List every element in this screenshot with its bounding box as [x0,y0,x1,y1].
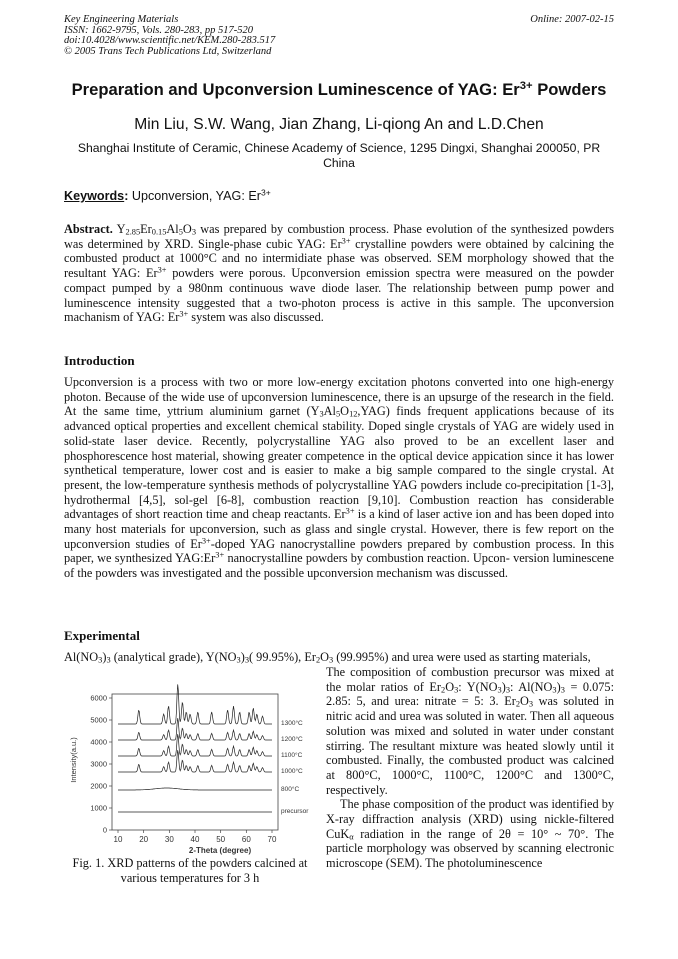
journal-copyright: © 2005 Trans Tech Publications Ltd, Switzerland [64,45,272,57]
trace-label: 1000°C [281,768,303,775]
experimental-paragraph-2: The phase composition of the product was identified by X-ray diffraction analysis (XRD) using nickle-filtered CuK$_\alpha$ radiation in the range of 2θ = 10° ~ 70°. The particle morphology was observed by scanning electronic microscope (SEM). The photoluminescence [326,797,614,871]
xrd-trace [118,718,272,740]
online-date: Online: 2007-02-15 [530,14,614,25]
xrd-trace [118,750,272,772]
plot-frame [112,694,278,830]
trace-label: 800°C [281,786,300,793]
experimental-heading: Experimental [64,628,140,643]
x-tick-label: 20 [139,835,149,844]
figure-caption: Fig. 1. XRD patterns of the powders calcined at various temperatures for 3 h [72,856,308,885]
x-axis-label: 2-Theta (degree) [188,846,252,855]
keywords: Keywords: Upconversion, YAG: $Er^{3+}$ [64,187,271,203]
experimental-paragraph-1: The composition of combustion precursor was mixed at the molar ratios of $Er_2O_3$: $Y(NO_3)_3$: $Al(NO_3)_3 = 0.075$: 2.85: 5, and urea: nitrate = 5: 3. $Er_2O_3$ was soluted in nitric acid and urea was soluted in water. Then all aqueous solution was mixed and soluted in water under constant stirring. The resultant mixture was heated slowly until it combusted. Finally, the combusted product was calcined at 800°C, 1000°C, 1100°C, 1200°C and 1300°C, respectively. [326,665,615,797]
y-tick-label: 1000 [90,803,107,813]
journal-header [64,15,614,57]
paper-title: Preparation and Upconversion Luminescence of YAG: $Er^{3+}$ Powders [71,79,607,99]
x-tick-label: 30 [164,835,174,844]
xrd-trace [118,788,272,790]
journal-issn: ISSN: 1662-9795, Vols. 280-283, pp 517-520 [64,24,253,36]
introduction-heading: Introduction [64,353,135,368]
xrd-trace [118,734,272,756]
experimental-first-line: $Al(NO_3)_3$ (analytical grade), $Y(NO_3)_3$( 99.95%), $Er_2O_3$ (99.995%) and urea were used as starting materials, [64,650,591,665]
y-tick-label: 2000 [90,781,107,791]
introduction-body: Upconversion is a process with two or more low-energy excitation photons converted into one high-energy photon. Because of the wide use of upconversion luminescence, there is an upsurge of the research in the field. At the same time, yttrium aluminium garnet $(Y_3Al_5O_{12},YAG)$ finds frequent applications because of its advanced optical properties and excellent chemical stability. Doped single crystals of YAG are widely used in solid-state laser device. Recently, polycrystalline YAG also proved to be an excellent laser and phosphorescence host material, showing greater competence in the optical device appication since it has lower synthetical temperature, lower cost and is easier to make a big sample compared to the single crystal. At present, the low-temperature synthesis methods of polycrystalline YAG powders include co-precipitation [1-3], hydrothermal [4,5], sol-gel [6-8], combustion reaction [9,10]. Combustion reaction has considerable advantages of short reaction time and cheap reactants. $Er^{3+}$ is a kind of laser active ion and has been doped into many host materials for upconversion, such as glass and single crystal. However, there is few report on the upconversion studies of $Er^{3+}$-doped YAG nanocrystalline powders prepared by combustion process. In this paper, we synthesized $YAG:Er^{3+}$ nanocrystalline powders by combustion reaction. Upcon- version luminescene of the powders was investigated and the possible upconversion mechanism was discussed. [64,375,615,581]
xrd-trace [118,684,272,724]
abstract: Abstract. $Y_{2.85}Er_{0.15}Al_5O_3$ was prepared by combustion process. Phase evolution of the synthesized powders was determined by XRD. Single-phase cubic YAG: $Er^{3+}$ crystalline powders were obtained by calcining the combusted product at 1000°C and no intermidiate phase was observed. SEM morphology showed that the resultant YAG: $Er^{3+}$ powders were porous. Upconversion emission spectra were measured on the powder compact pumped by a 980nm continuous wave diode laser. The relationship between pump power and luminescence intensity suggested that a two-photon process is active in this sample. The upconversion machanism of YAG: $Er^{3+}$ system was also discussed. [64,222,615,325]
trace-label: 1100°C [281,752,303,759]
y-tick-label: 4000 [90,737,107,747]
trace-label: 1200°C [281,736,303,743]
y-tick-label: 3000 [90,759,107,769]
y-axis-label: Intensity(a.u.) [69,737,78,783]
y-tick-label: 0 [102,825,107,835]
x-tick-label: 50 [216,835,226,844]
trace-label: precursor [281,808,309,815]
trace-label: 1300°C [281,720,303,727]
paper-affiliation: Shanghai Institute of Ceramic, Chinese Academy of Science, 1295 Dingxi, Shanghai 200050, PR China [77,141,601,170]
y-tick-label: 6000 [90,693,107,703]
x-tick-label: 10 [113,835,123,844]
xrd-plot-area [90,684,309,844]
experimental-column [326,665,614,871]
journal-doi: doi:10.4028/www.scientific.net/KEM.280-283.517 [64,35,276,47]
y-tick-label: 5000 [90,715,107,725]
xrd-figure [64,672,316,857]
paper-authors: Min Liu, S.W. Wang, Jian Zhang, Li-qiong An and L.D.Chen [134,116,544,133]
x-tick-label: 70 [267,835,277,844]
x-tick-label: 60 [241,835,251,844]
x-tick-label: 40 [190,835,200,844]
journal-name: Key Engineering Materials [64,14,179,25]
